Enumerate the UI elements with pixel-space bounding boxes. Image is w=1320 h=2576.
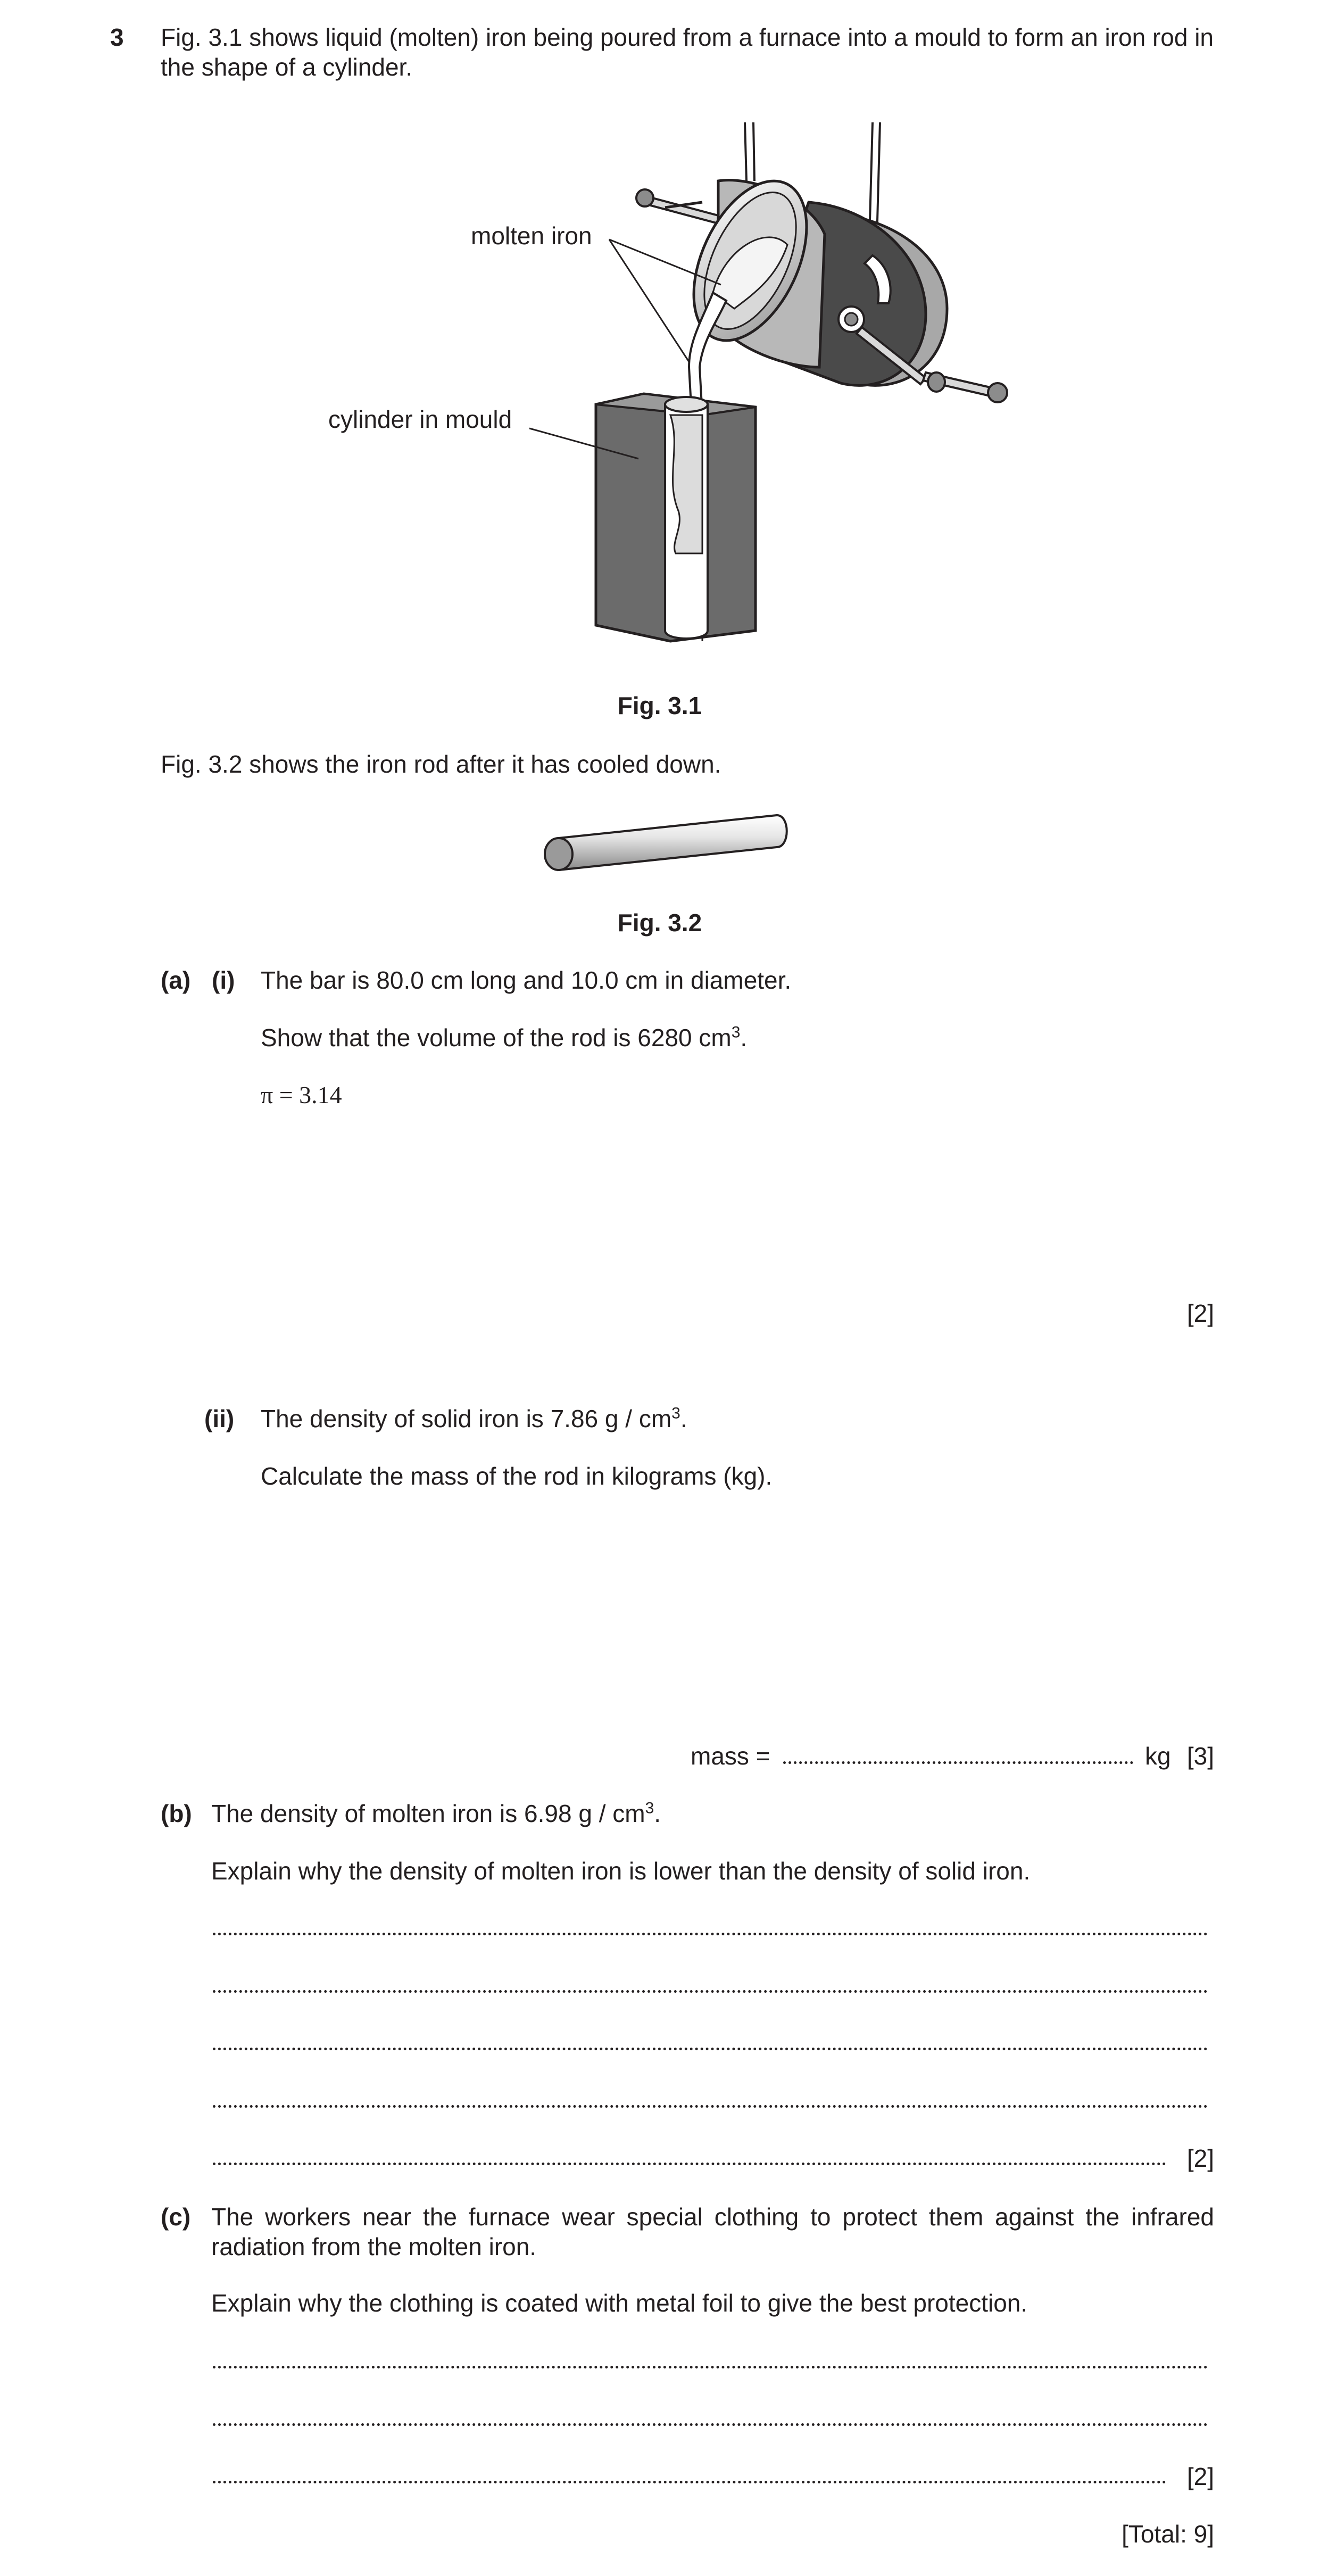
mass-answer-line[interactable] [783,1761,1133,1764]
part-a-i-label: (i) [212,966,235,994]
label-molten-iron: molten iron [471,222,592,250]
part-a-i-line1: The bar is 80.0 cm long and 10.0 cm in diameter. [261,966,792,994]
fig-3-1-caption: Fig. 3.1 [617,692,702,719]
ladle [671,163,947,385]
answer-line-c-3[interactable] [213,2481,1166,2483]
answer-line-c-2[interactable] [213,2423,1208,2426]
fig-3-2-caption: Fig. 3.2 [617,909,702,937]
figure-3-1 [298,117,1043,660]
part-a-i-line2: Show that the volume of the rod is 6280 $cm^3$. [261,1023,748,1051]
mould [596,394,756,641]
part-b-marks: [2] [1186,2144,1214,2172]
part-c-line2: Explain why the clothing is coated with metal foil to give the best protection. [211,2289,1028,2317]
label-cylinder-in-mould: cylinder in mould [328,405,512,433]
part-b-line1: The density of molten iron is 6.98 g / $cm^3$. [211,1799,661,1827]
question-total: [Total: 9] [1122,2520,1214,2548]
part-b-line2: Explain why the density of molten iron is lower than the density of solid iron. [211,1857,1031,1885]
part-c-marks: [2] [1186,2463,1214,2490]
part-c-line1: The workers near the furnace wear special clothing to protect them against the infrared radiation from the molten iron. [211,2203,1214,2260]
pi-value: π = 3.14 [261,1081,342,1108]
question-intro: Fig. 3.1 shows liquid (molten) iron being poured from a furnace into a mould to form an iron rod in the shape of a cylinder. [161,23,1214,81]
part-c-label: (c) [161,2203,191,2231]
mass-answer-label: mass = [691,1742,770,1770]
answer-line-b-2[interactable] [213,1990,1208,1993]
figure-3-2 [532,809,798,899]
answer-line-b-1[interactable] [213,1933,1208,1935]
part-a-ii-line2: Calculate the mass of the rod in kilograms (kg). [261,1462,773,1490]
answer-line-b-3[interactable] [213,2048,1208,2050]
left-handle [636,189,718,223]
part-a-i-marks: [2] [1186,1299,1214,1327]
fig-3-2-intro: Fig. 3.2 shows the iron rod after it has cooled down. [161,750,721,778]
question-number: 3 [110,23,124,51]
answer-line-b-4[interactable] [213,2105,1208,2108]
part-a-label: (a) [161,966,191,994]
part-a-ii-label: (ii) [204,1405,235,1432]
part-b-label: (b) [161,1800,192,1827]
mass-unit: kg [1145,1742,1171,1770]
answer-line-c-1[interactable] [213,2366,1208,2368]
answer-line-b-5[interactable] [213,2163,1166,2165]
part-a-ii-marks: [3] [1186,1742,1214,1770]
part-a-ii-line1: The density of solid iron is 7.86 g / $cm^3$. [261,1404,687,1432]
